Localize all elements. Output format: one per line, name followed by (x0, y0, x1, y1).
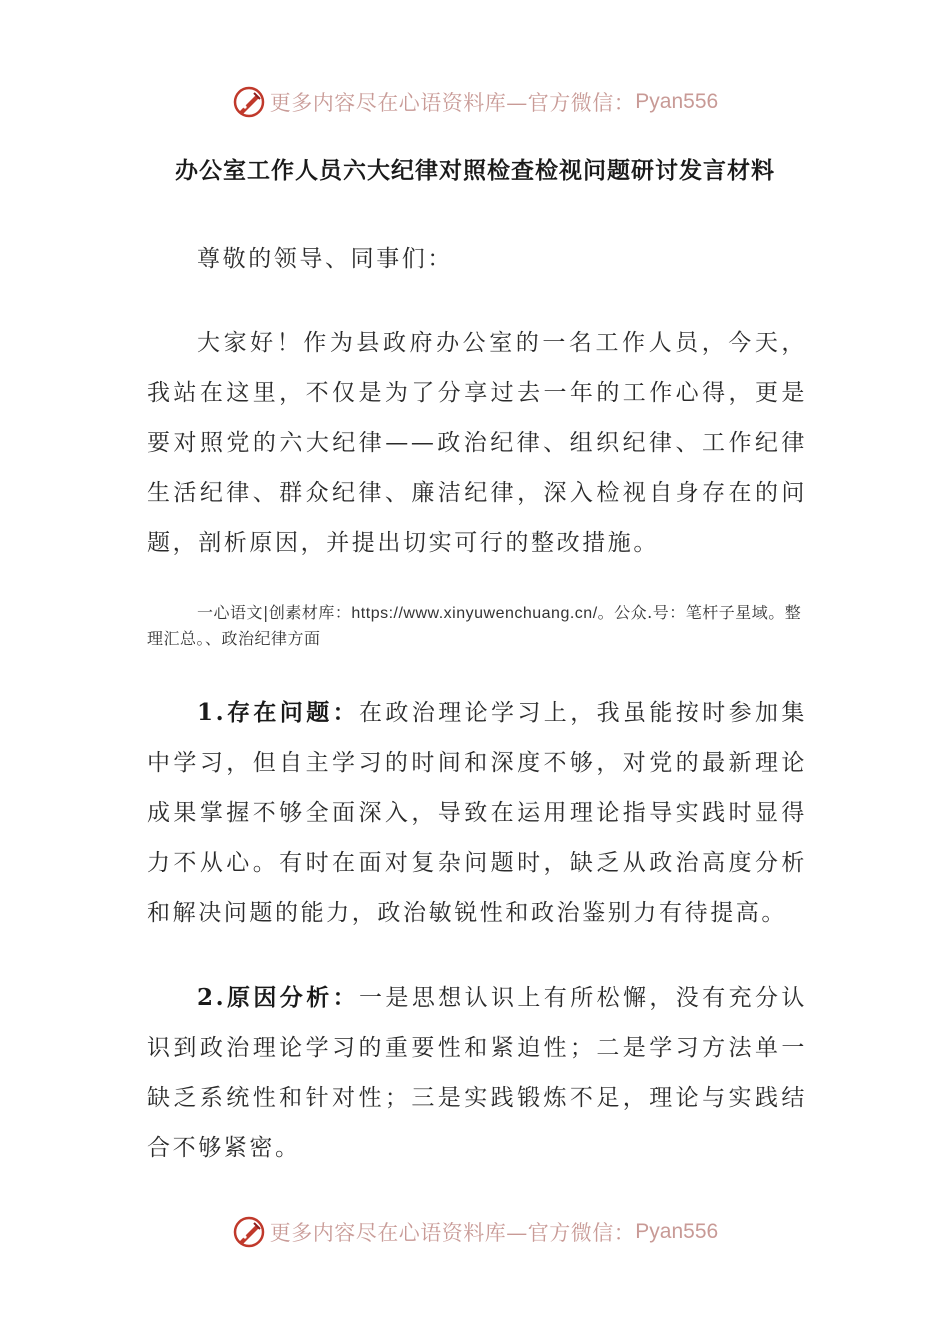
pen-nib-logo-icon (232, 85, 266, 119)
source-note (147, 600, 807, 651)
intro-paragraph: 大家好！作为县政府办公室的一名工作人员，今天，我站在这里，不仅是为了分享过去一年的工作心得，更是要对照党的六大纪律——政治纪律、组织纪律、工作纪律生活纪律、群众纪律、廉洁纪律，深入检视自身存在的问题，剖析原因，并提出切实可行的整改措施。 (147, 330, 807, 556)
section-problems (147, 688, 807, 938)
source-note-suffix: 。公众.号：笔杆子星域。整理汇总。、政治纪律方面 (147, 603, 802, 648)
banner-wechat-id: Pyan556 (635, 90, 719, 113)
footer-banner (0, 1212, 950, 1252)
section-problems-heading: 1.存在问题： (197, 699, 360, 726)
section-causes (147, 973, 807, 1173)
banner-text: 更多内容尽在心语资料库—官方微信： (269, 1221, 636, 1245)
section-problems-body: 在政治理论学习上，我虽能按时参加集中学习，但自主学习的时间和深度不够，对党的最新理论成果掌握不够全面深入，导致在运用理论指导实践时显得力不从心。有时在面对复杂问题时，缺乏从政治高度分析和解决问题的能力，政治敏锐性和政治鉴别力有待提高。 (147, 700, 807, 926)
source-note-url: https://www.xinyuwenchuang.cn/ (351, 605, 598, 622)
section-causes-heading: 2.原因分析： (197, 984, 360, 1011)
section-causes-body: 一是思想认识上有所松懈，没有充分认识到政治理论学习的重要性和紧迫性；二是学习方法单一缺乏系统性和针对性；三是实践锻炼不足，理论与实践结合不够紧密。 (147, 985, 807, 1161)
banner-wechat-id: Pyan556 (635, 1220, 719, 1243)
header-banner (0, 82, 950, 122)
document-title: 办公室工作人员六大纪律对照检查检视问题研讨发言材料 (175, 157, 775, 184)
greeting-paragraph: 尊敬的领导、同事们： (197, 246, 453, 272)
pen-nib-logo-icon (232, 1215, 266, 1249)
source-note-prefix: 一心语文|创素材库： (197, 603, 352, 622)
banner-text: 更多内容尽在心语资料库—官方微信： (269, 91, 636, 115)
